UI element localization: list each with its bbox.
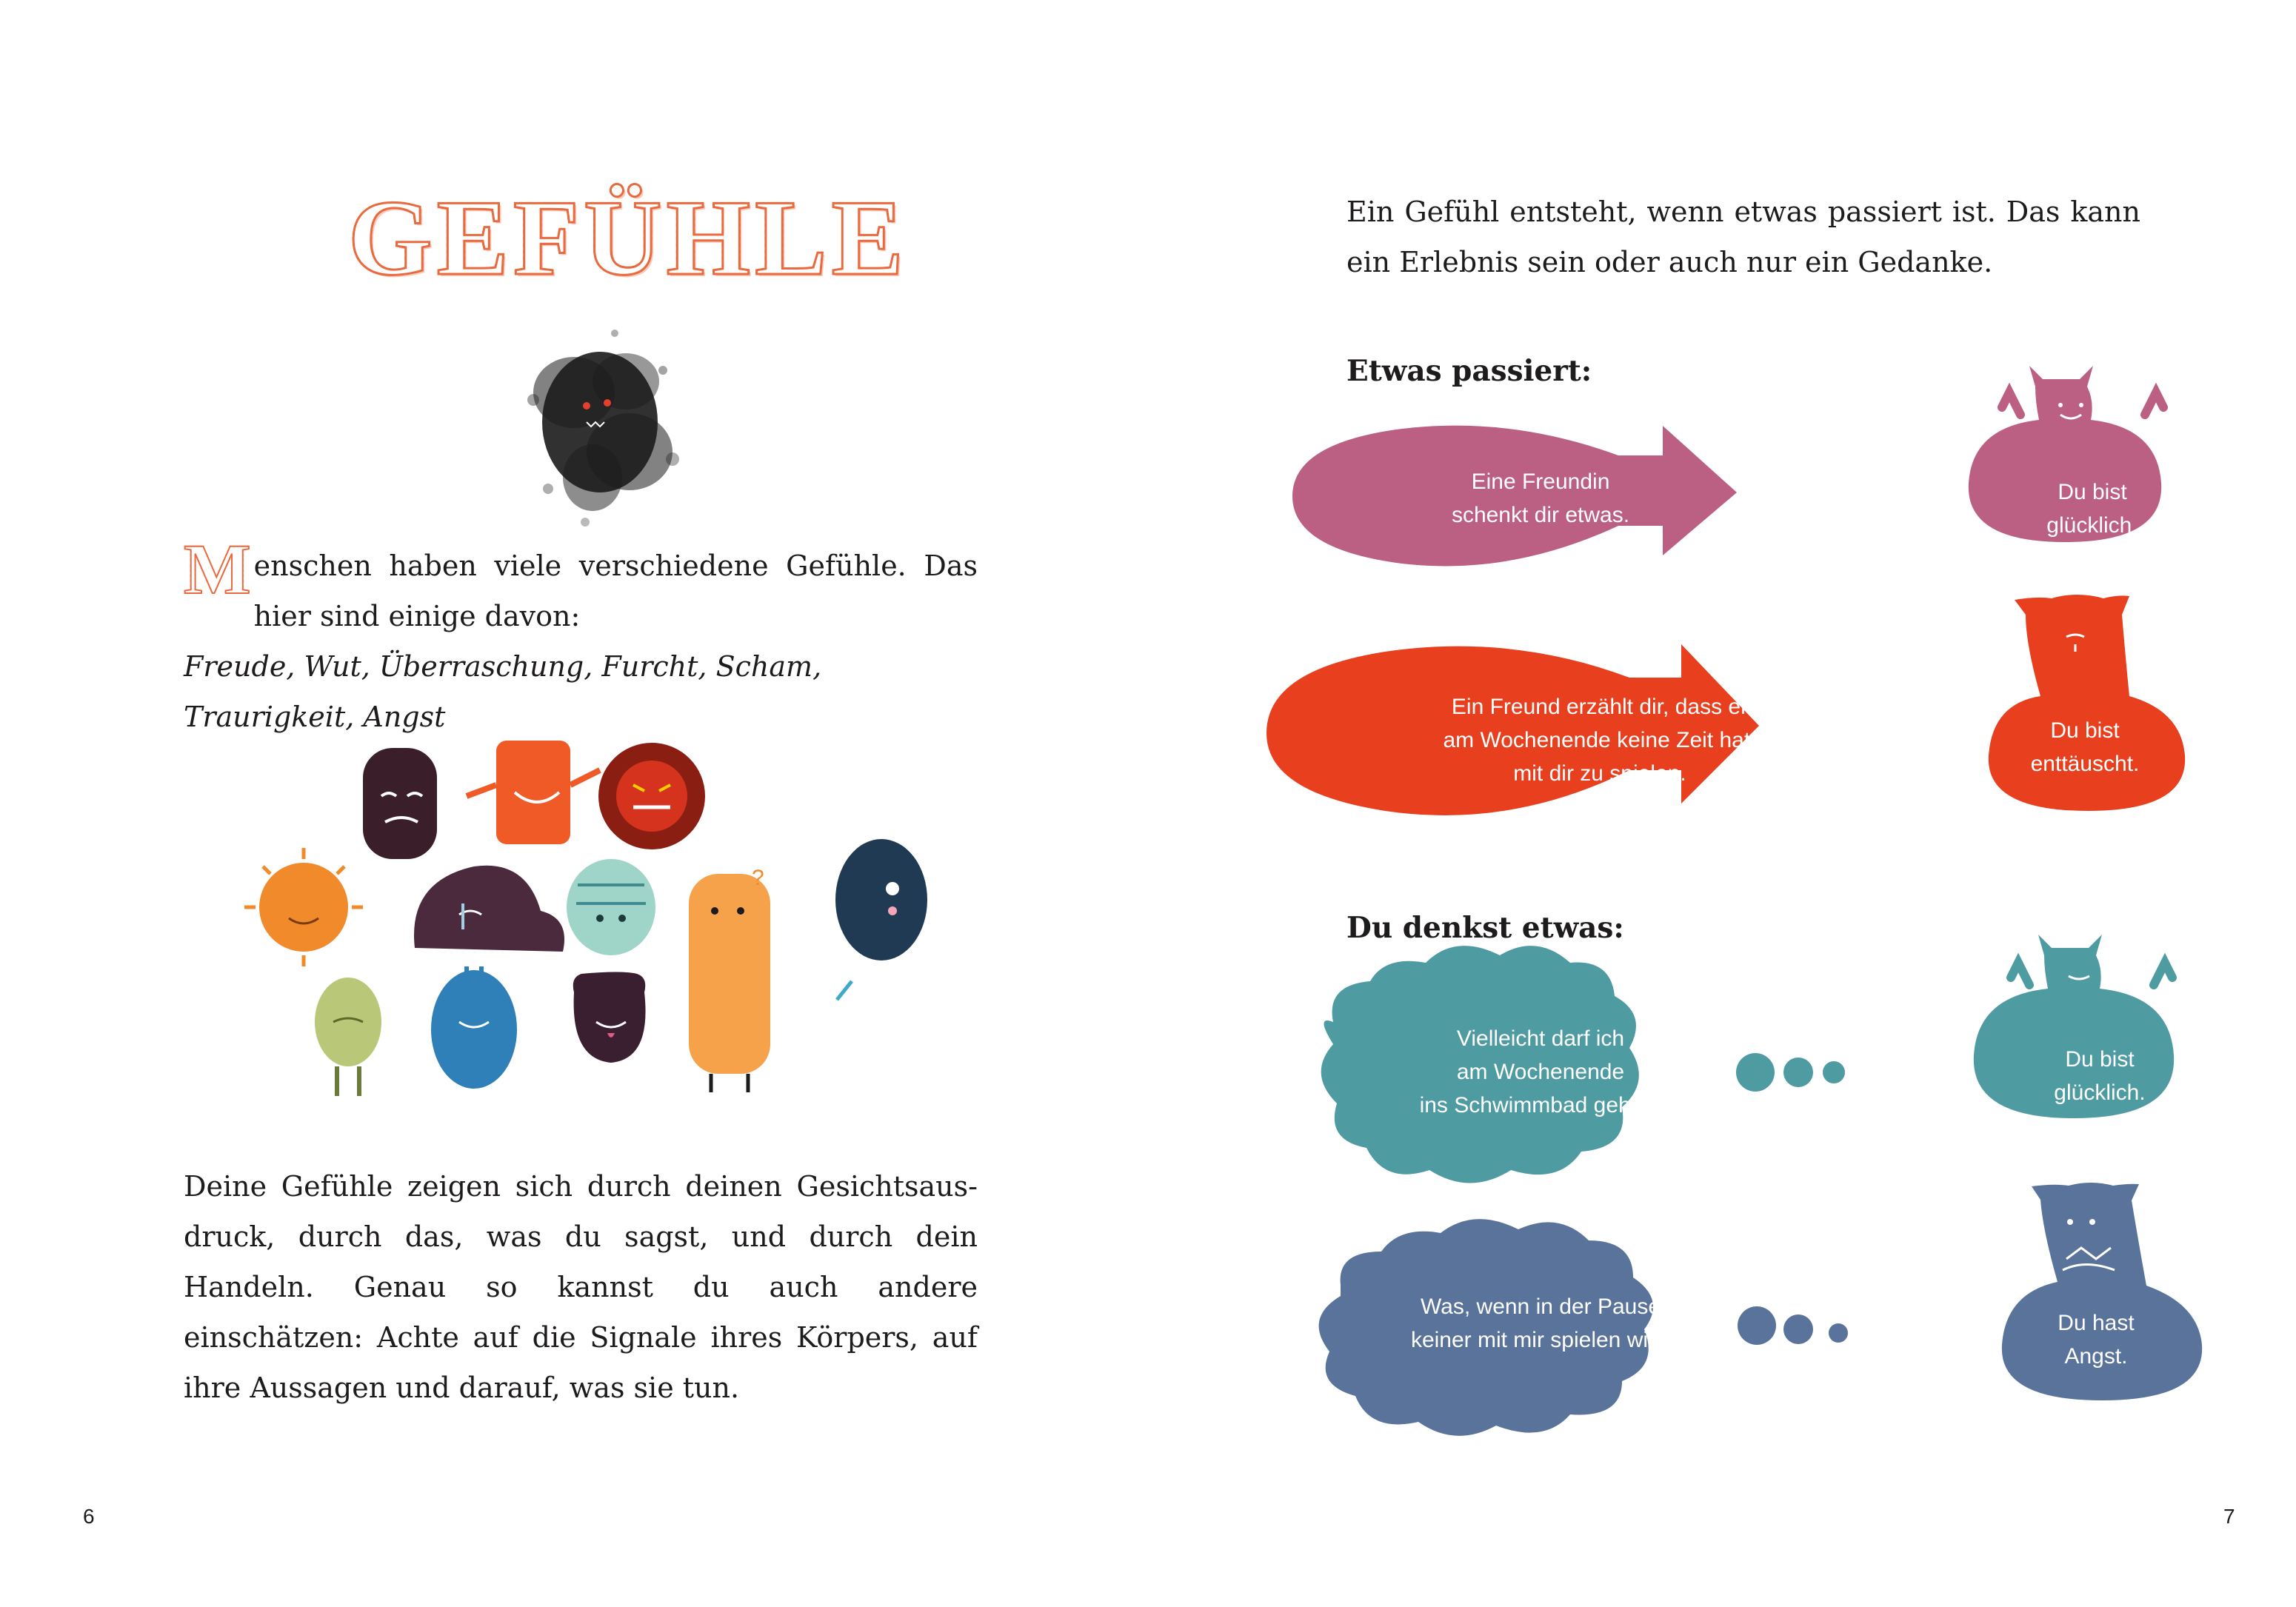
thought-dot-large: [1738, 1306, 1776, 1345]
grumpy-monster-icon: [363, 748, 437, 859]
emotion-list: Freude, Wut, Überraschung, Furcht, Scham, Traurigkeit, Angst: [184, 650, 822, 733]
happy-pink-monster-icon: [1969, 0, 2296, 542]
ink-blob-monster-icon: [504, 311, 696, 533]
surprised-orange-monster-icon: [689, 866, 770, 1092]
cause-text-row-1: Eine Freundin schenkt dir etwas.: [1451, 470, 1630, 527]
emotion-monsters-illustration: [222, 726, 948, 1118]
thought-dot-medium: [1783, 1314, 1813, 1344]
feeling-text-row-2: Du bist enttäuscht.: [2030, 718, 2140, 776]
scared-navy-monster-icon: [835, 839, 927, 1000]
angry-red-monster-icon: [598, 743, 705, 849]
cause-text-row-4: Was, wenn in der Pause keiner mit mir spielen will?: [1410, 1294, 1671, 1352]
striped-teal-monster-icon: [567, 859, 655, 955]
drop-cap: M: [184, 529, 251, 609]
ashamed-green-monster-icon: [315, 978, 381, 1096]
right-intro-paragraph: Ein Gefühl entsteht, wenn etwas passiert ist. Das kann ein Erlebnis sein oder auch nur ein Gedanke.: [1346, 196, 2140, 278]
page-number-left: 6: [83, 1505, 95, 1528]
happy-orange-monster-icon: [467, 741, 600, 844]
thought-dot-small: [1823, 1061, 1845, 1083]
feeling-text-row-3: Du bist glücklich.: [2054, 1047, 2146, 1105]
bottom-paragraph: Deine Gefühle zeigen sich durch deinen Gesichtsaus-druck, durch das, was du sagst, und durch dein Handeln. Genau so kannst du auch andere einschätzen: Achte auf die Signale ihres Körpers, auf ihre Aussagen und darauf, was sie tun.: [184, 1170, 978, 1404]
thought-dot-small: [1829, 1323, 1848, 1343]
right-page: [1148, 0, 2296, 1607]
cause-text-row-2: Ein Freund erzählt dir, dass er am Wochenende keine Zeit hat, mit dir zu spielen.: [1443, 695, 1757, 786]
page-title: GEFÜHLE: [348, 178, 908, 298]
feeling-text-row-4: Du hast Angst.: [2058, 1311, 2135, 1369]
intro-paragraph: [184, 529, 978, 742]
page-number-right: 7: [2223, 1505, 2235, 1528]
heading-du-denkst-etwas: Du denkst etwas:: [1346, 911, 1624, 945]
sun-monster-icon: [244, 848, 363, 966]
intro-text: enschen haben viele verschiedene Gefühle. Das hier sind einige davon:: [253, 549, 978, 632]
sad-cloud-monster-icon: [414, 866, 564, 952]
sad-dark-monster-icon: [573, 972, 646, 1063]
feeling-text-row-1: Du bist glücklich.: [2046, 480, 2138, 538]
heading-etwas-passiert: Etwas passiert:: [1346, 354, 1592, 388]
cause-text-row-3: Vielleicht darf ich am Wochenende ins Schwimmbad gehen!: [1419, 1026, 1662, 1117]
thought-dot-large: [1736, 1053, 1775, 1092]
thought-dot-medium: [1783, 1058, 1813, 1087]
fearful-blue-monster-icon: [431, 966, 517, 1089]
svg-text:?: ?: [752, 866, 764, 890]
